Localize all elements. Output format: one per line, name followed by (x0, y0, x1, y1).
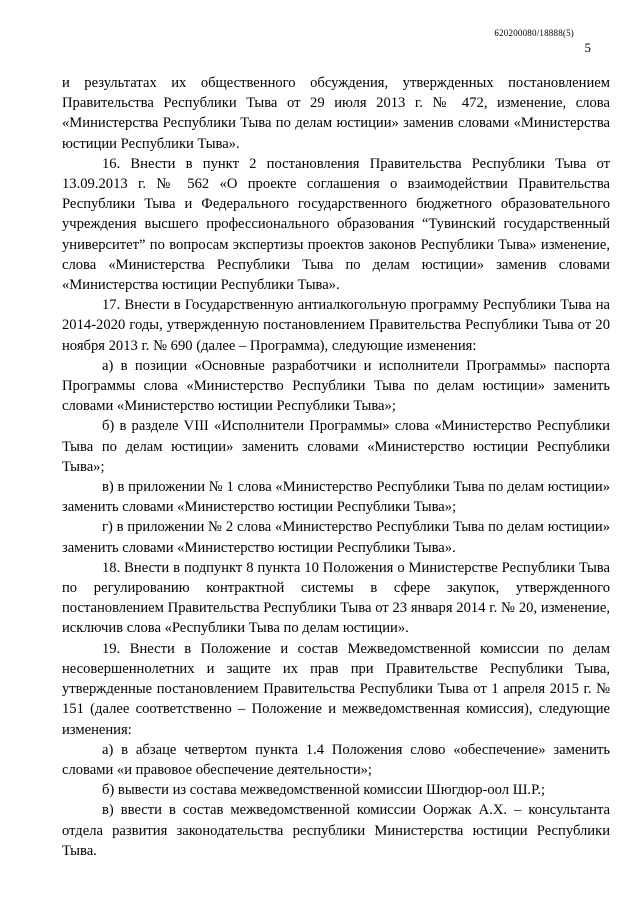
paragraph-item-19v: в) ввести в состав межведомственной комиссии Ооржак А.Х. – консультанта отдела развития законодательства республики Министерства юстиции Республики Тыва. (62, 802, 610, 859)
document-id: 620200080/18888(5) (494, 28, 574, 38)
page-number: 5 (584, 40, 591, 55)
paragraph-item-19: 19. Внести в Положение и состав Межведомственной комиссии по делам несовершеннолетних и защите их прав при Правительстве Республики Тыва, утвержденные постановлением Правительства Республики Тыва от 1 апреля 2015 г. № 151 (далее соответственно – Положение и межведомственная комиссия), следующие изменения: (62, 640, 610, 738)
document-body (62, 73, 610, 861)
paragraph-item-19a: а) в абзаце четвертом пункта 1.4 Положения слово «обеспечение» заменить словами «и правовое обеспечение деятельности»; (62, 741, 610, 778)
paragraph-item-19b: б) вывести из состава межведомственной комиссии Шюгдюр-оол Ш.Р.; (102, 782, 546, 799)
paragraph-item-17: 17. Внести в Государственную антиалкогольную программу Республики Тыва на 2014-2020 годы, утвержденную постановлением Правительства Республики Тыва от 20 ноября 2013 г. № 690 (далее – Программа), следующие изменения: (62, 297, 610, 354)
paragraph-continuation: и результатах их общественного обсуждения, утвержденных постановлением Правительства Республики Тыва от 29 июля 2013 г. № 472, изменение, слова «Министерства Республики Тыва по делам юстиции» заменив словами «Министерства юстиции Республики Тыва». (62, 75, 610, 152)
paragraph-item-17v: в) в приложении № 1 слова «Министерство Республики Тыва по делам юстиции» заменить словами «Министерство юстиции Республики Тыва»; (62, 479, 610, 516)
paragraph-item-18: 18. Внести в подпункт 8 пункта 10 Положения о Министерстве Республики Тыва по регулированию контрактной системы в сфере закупок, утвержденного постановлением Правительства Республики Тыва от 23 января 2014 г. № 20, изменение, исключив слова «Республики Тыва по делам юстиции». (62, 559, 610, 637)
paragraph-item-17g: г) в приложении № 2 слова «Министерство Республики Тыва по делам юстиции» заменить словами «Министерство юстиции Республики Тыва». (62, 519, 610, 556)
paragraph-item-17a: а) в позиции «Основные разработчики и исполнители Программы» паспорта Программы слова «Министерство Республики Тыва по делам юстиции» заменить словами «Министерство юстиции Республики Тыва»; (62, 357, 610, 415)
paragraph-item-16: 16. Внести в пункт 2 постановления Правительства Республики Тыва от 13.09.2013 г. № 562 «О проекте соглашения о взаимодействии Правительства Республики Тыва и Федерального государственного бюджетного образовательного учреждения высшего профессионального образования “Тувинский государственный университет” по вопросам экспертизы проектов законов Республики Тыва» изменение, слова «Министерства Республики Тыва по делам юстиции» заменив словами «Министерства юстиции Республики Тыва». (62, 155, 610, 294)
paragraph-item-17b: б) в разделе VIII «Исполнители Программы» слова «Министерство Республики Тыва по делам юстиции» заменить словами «Министерство юстиции Республики Тыва»; (62, 418, 610, 475)
